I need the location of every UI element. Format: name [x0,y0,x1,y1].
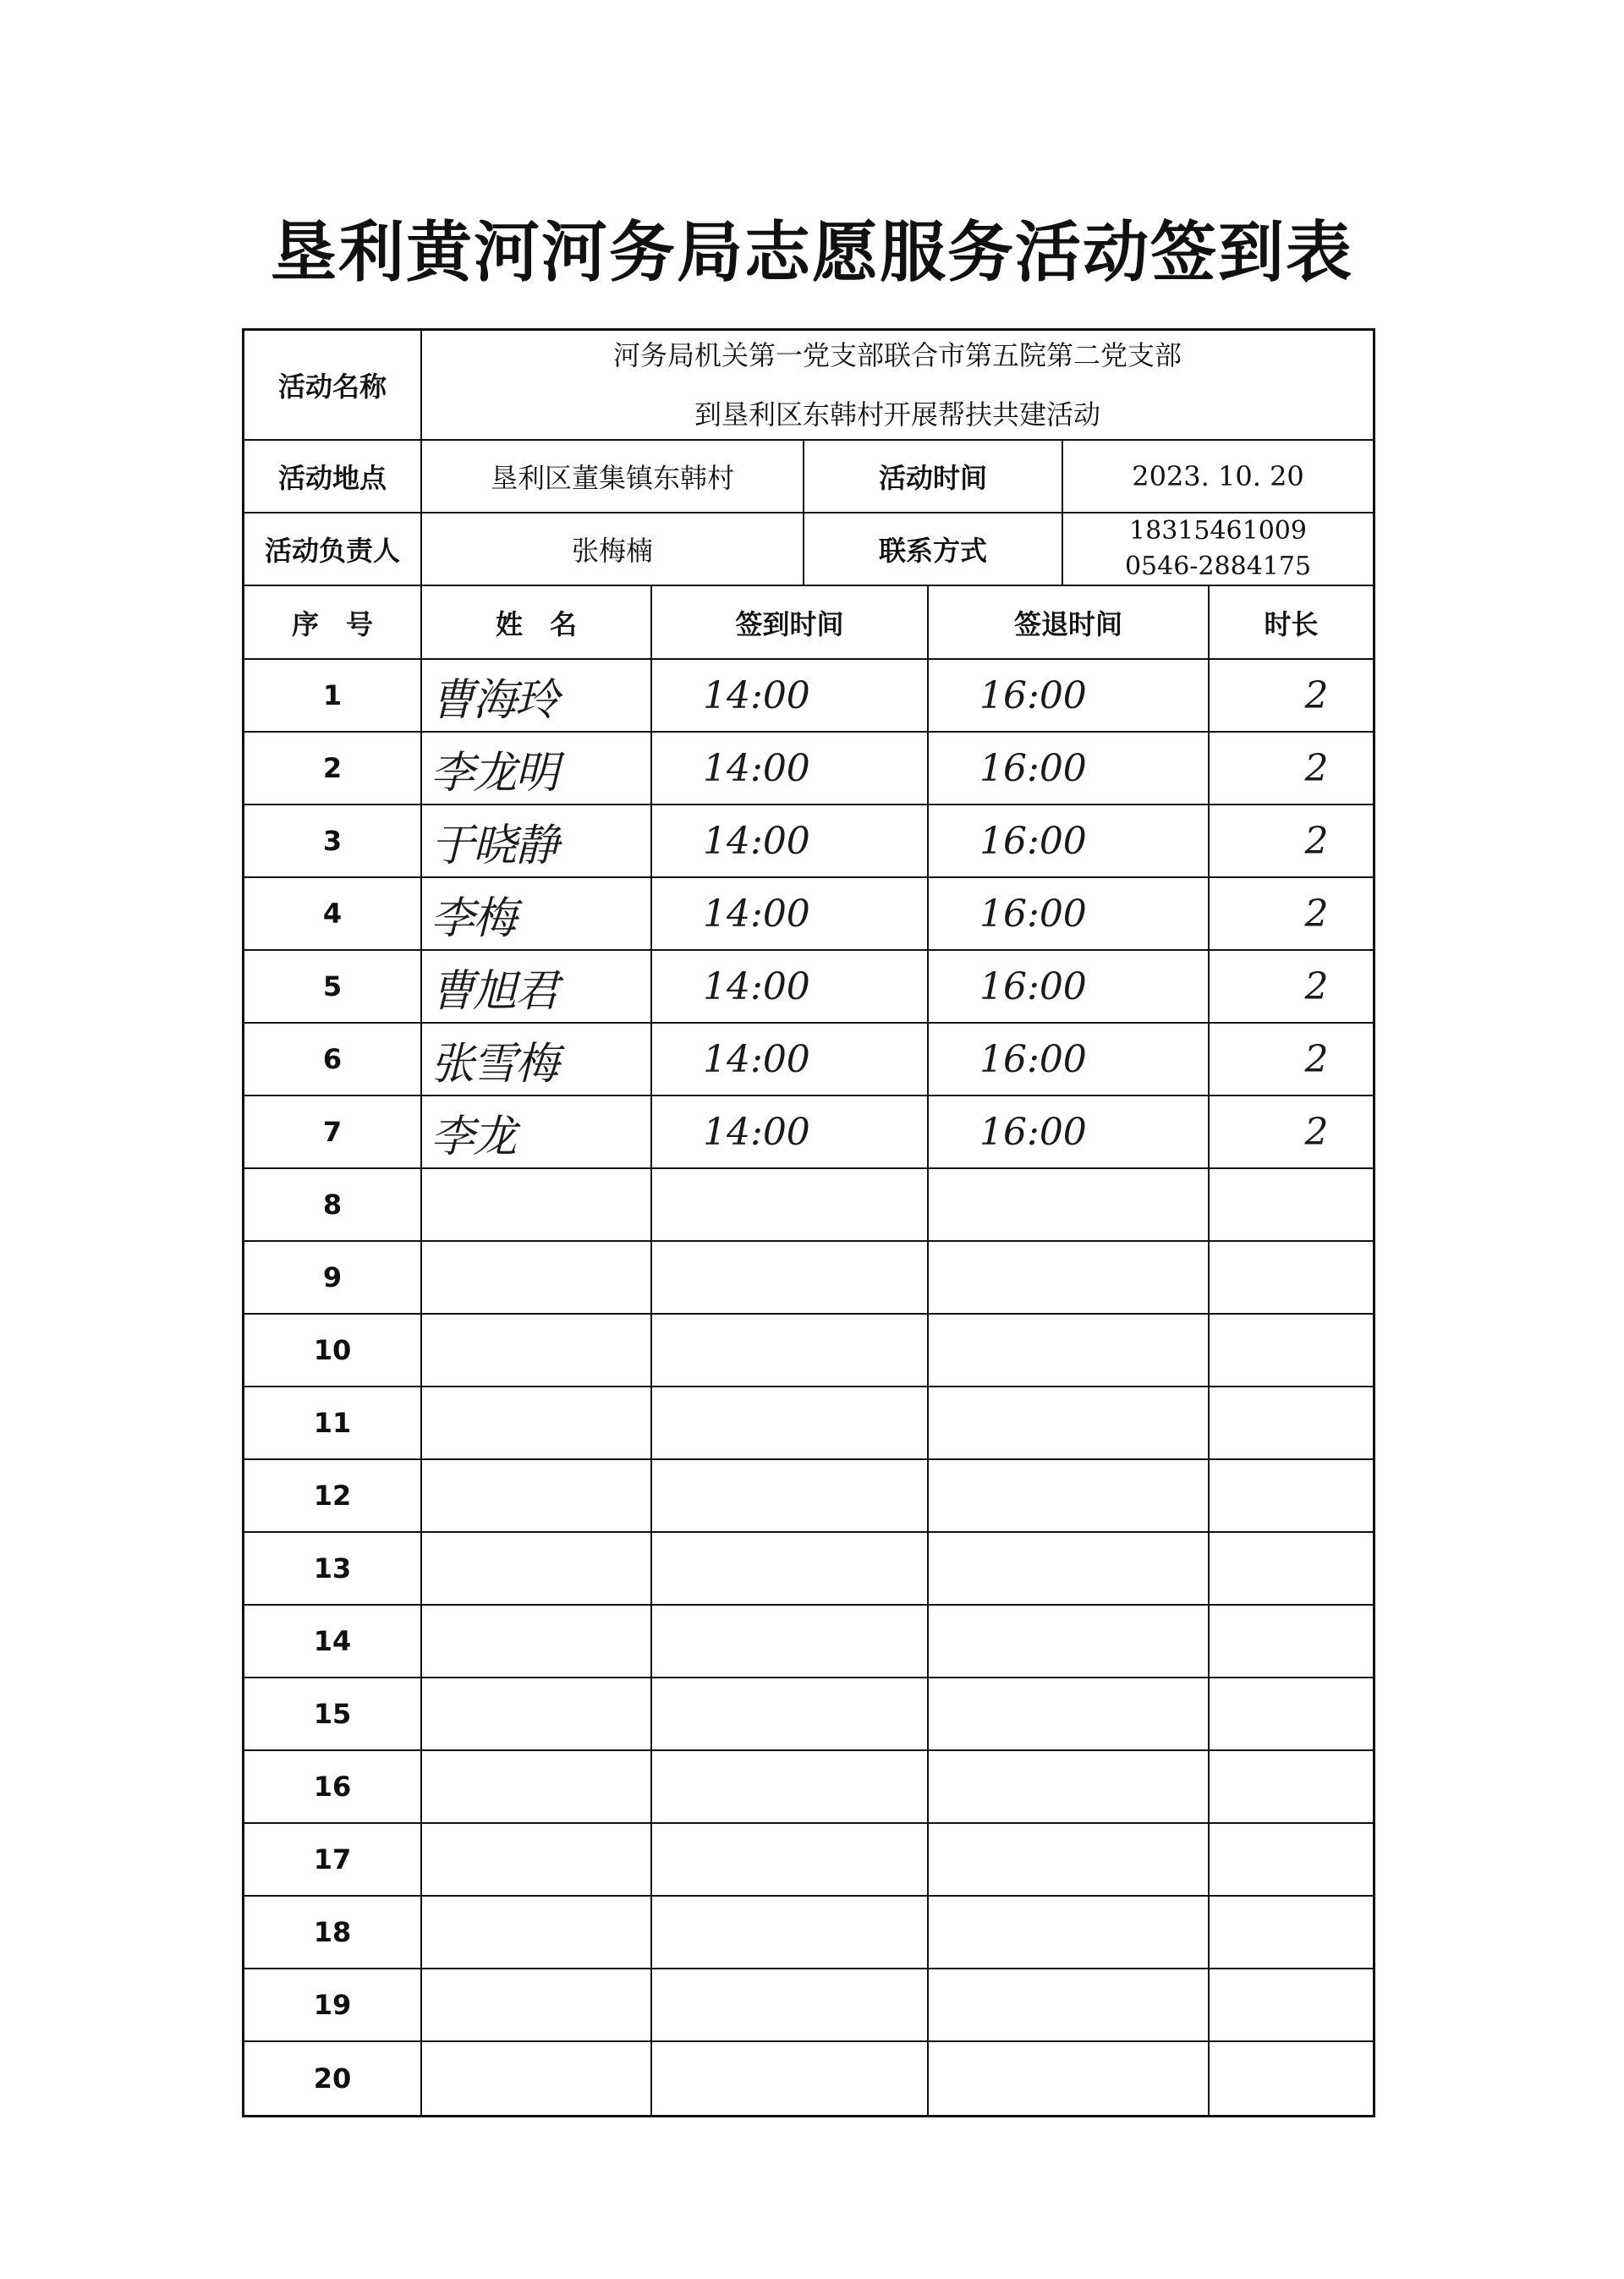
signature-name: 曹旭君 [422,951,652,1022]
row-number: 13 [244,1533,422,1604]
page-title: 垦利黄河河务局志愿服务活动签到表 [270,215,1353,291]
checkin-time [652,1387,929,1458]
row-number: 12 [244,1460,422,1531]
checkin-time [652,1460,929,1531]
checkout-time: 16:00 [929,878,1210,949]
checkout-time [929,1533,1210,1604]
row-number: 2 [244,733,422,804]
signature-name [422,2042,652,2115]
activity-location-row [244,441,1373,513]
checkin-time: 14:00 [652,805,929,876]
checkin-time [652,1606,929,1677]
contact-value [1063,513,1373,585]
signature-name: 张雪梅 [422,1024,652,1095]
row-number: 15 [244,1678,422,1749]
table-row [244,1460,1373,1533]
activity-leader-label: 活动负责人 [244,513,422,585]
signature-name [422,1242,652,1313]
table-row [244,1024,1373,1096]
checkin-time [652,1169,929,1240]
signature-name [422,1969,652,2040]
checkout-time [929,1606,1210,1677]
duration-value [1210,2042,1373,2115]
row-number: 16 [244,1751,422,1822]
checkout-time [929,1169,1210,1240]
checkin-time [652,1751,929,1822]
checkout-time [929,1824,1210,1895]
duration-value [1210,1824,1373,1895]
checkout-time: 16:00 [929,805,1210,876]
table-row [244,1096,1373,1169]
checkout-time: 16:00 [929,733,1210,804]
duration-value: 2 [1304,673,1329,717]
signature-name [422,1897,652,1968]
checkout-time [929,1242,1210,1313]
signature-name: 李龙明 [422,733,652,804]
checkout-time: 16:00 [929,1024,1210,1095]
checkin-time [652,1315,929,1386]
signature-name [422,1751,652,1822]
checkout-time: 16:00 [929,951,1210,1022]
checkin-time [652,1897,929,1968]
row-number: 19 [244,1969,422,2040]
row-number: 14 [244,1606,422,1677]
activity-location-label: 活动地点 [244,441,422,512]
checkin-time [652,1824,929,1895]
table-row [244,1169,1373,1242]
activity-name-label: 活动名称 [244,331,422,439]
checkin-time [652,1969,929,2040]
checkout-time [929,1751,1210,1822]
duration-value [1210,1533,1373,1604]
checkin-time: 14:00 [652,733,929,804]
column-header-name: 姓 名 [422,586,652,658]
table-row [244,1387,1373,1460]
table-body [244,660,1373,2115]
activity-name-line1: 河务局机关第一党支部联合市第五院第二党支部 [612,339,1182,371]
signature-name: 李龙 [422,1096,652,1167]
row-number: 17 [244,1824,422,1895]
checkout-time: 16:00 [929,1096,1210,1167]
signature-name [422,1169,652,1240]
signature-name: 李梅 [422,878,652,949]
row-number: 20 [244,2042,422,2115]
duration-value [1210,1969,1373,2040]
row-number: 5 [244,951,422,1022]
checkin-time [652,1533,929,1604]
signature-name [422,1606,652,1677]
row-number: 18 [244,1897,422,1968]
signature-name [422,1824,652,1895]
duration-value: 2 [1304,892,1329,936]
row-number: 6 [244,1024,422,1095]
duration-value [1210,1169,1373,1240]
row-number: 7 [244,1096,422,1167]
table-row [244,878,1373,951]
contact-tel: 0546-2884175 [1124,552,1312,581]
table-row [244,2042,1373,2115]
table-row [244,1751,1373,1824]
checkin-time: 14:00 [652,660,929,731]
column-header-checkin: 签到时间 [652,586,929,658]
activity-leader-value: 张梅楠 [422,513,804,585]
checkout-time [929,1387,1210,1458]
duration-value: 2 [1304,746,1329,790]
duration-value [1210,1315,1373,1386]
checkin-time: 14:00 [652,878,929,949]
duration-value: 2 [1304,964,1329,1008]
activity-location-value: 垦利区董集镇东韩村 [422,441,804,512]
table-row [244,951,1373,1024]
contact-label: 联系方式 [804,513,1063,585]
signature-name [422,1678,652,1749]
signature-name [422,1460,652,1531]
table-row [244,1897,1373,1969]
table-row [244,1242,1373,1315]
activity-name-row [244,331,1373,441]
activity-name-line2: 到垦利区东韩村开展帮扶共建活动 [694,398,1100,431]
row-number: 8 [244,1169,422,1240]
activity-leader-row [244,513,1373,586]
row-number: 11 [244,1387,422,1458]
activity-time-value: 2023. 10. 20 [1132,460,1304,492]
duration-value [1210,1242,1373,1313]
table-row [244,1969,1373,2042]
duration-value [1210,1751,1373,1822]
table-row [244,1606,1373,1678]
duration-value [1210,1897,1373,1968]
duration-value: 2 [1304,1037,1329,1081]
duration-value: 2 [1304,1110,1329,1154]
checkout-time [929,1678,1210,1749]
signature-name [422,1315,652,1386]
table-row [244,1824,1373,1897]
checkout-time [929,2042,1210,2115]
duration-value [1210,1460,1373,1531]
signature-name: 于晓静 [422,805,652,876]
activity-time-label: 活动时间 [804,441,1063,512]
checkin-time [652,1242,929,1313]
row-number: 1 [244,660,422,731]
checkin-time [652,2042,929,2115]
checkout-time [929,1969,1210,2040]
table-row [244,733,1373,805]
table-row [244,1678,1373,1751]
table-header [244,586,1373,660]
table-row [244,660,1373,733]
row-number: 3 [244,805,422,876]
table-row [244,805,1373,878]
column-header-duration: 时长 [1264,607,1319,640]
row-number: 4 [244,878,422,949]
contact-phone: 18315461009 [1129,516,1307,546]
signature-name [422,1387,652,1458]
signature-name: 曹海玲 [422,660,652,731]
activity-name-value [422,331,1373,439]
column-header-checkout: 签退时间 [929,586,1210,658]
checkin-time [652,1678,929,1749]
checkout-time [929,1897,1210,1968]
sign-in-table [242,328,1375,2117]
duration-value [1210,1387,1373,1458]
duration-value: 2 [1304,819,1329,863]
checkin-time: 14:00 [652,951,929,1022]
duration-value [1210,1606,1373,1677]
duration-value [1210,1678,1373,1749]
checkout-time [929,1315,1210,1386]
row-number: 10 [244,1315,422,1386]
checkout-time: 16:00 [929,660,1210,731]
checkout-time [929,1460,1210,1531]
table-row [244,1533,1373,1606]
column-header-seq: 序 号 [244,586,422,658]
table-row [244,1315,1373,1387]
checkin-time: 14:00 [652,1024,929,1095]
checkin-time: 14:00 [652,1096,929,1167]
signature-name [422,1533,652,1604]
row-number: 9 [244,1242,422,1313]
